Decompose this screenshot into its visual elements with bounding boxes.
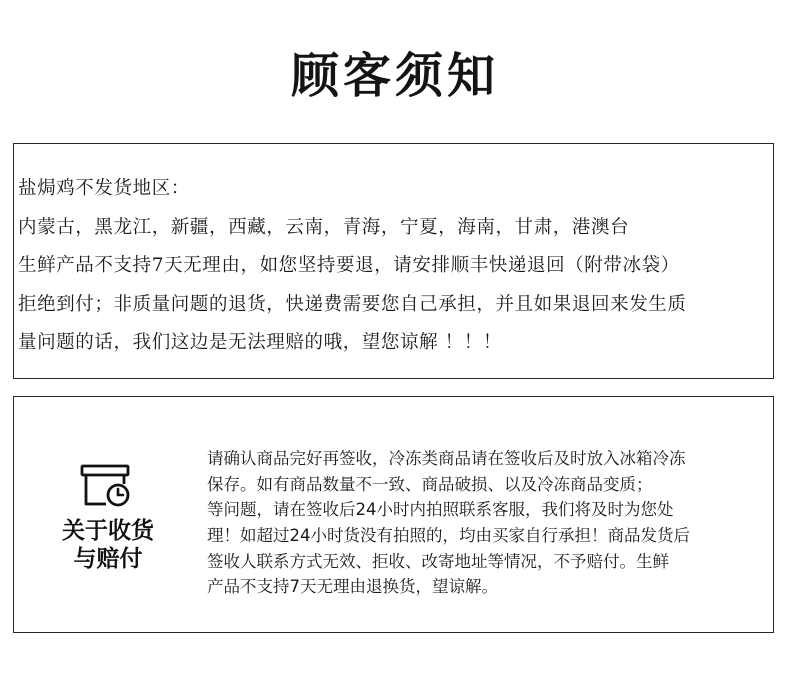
notice-line: 盐焗鸡不发货地区： [18,178,190,199]
claims-line: 保存。如有商品数量不一致、商品破损、以及冷冻商品变质； [207,474,653,494]
page-title: 顾客须知 [290,48,499,104]
notice-line: 内蒙古，黑龙江，新疆，西藏，云南，青海，宁夏，海南，甘肃，港澳台 [18,216,630,238]
notice-line: 量问题的话，我们这边是无法理赔的哦，望您谅解 ！！！ [18,332,502,353]
claims-heading-line: 与赔付 [73,546,143,572]
box-clock-icon [77,462,137,512]
notice-line: 拒绝到付；非质量问题的退货，快递费需要您自己承担，并且如果退回来发生质 [18,293,687,315]
shipping-notice-panel [13,143,774,379]
claims-line: 请确认商品完好再签收，冷冻类商品请在签收后及时放入冰箱冷冻 [207,449,686,468]
claims-line: 签收人联系方式无效、拒收、改寄地址等情况，不予赔付。生鲜 [207,551,669,571]
claims-heading [48,517,168,573]
shipping-notice-text [18,170,773,363]
claims-heading-line: 关于收货 [62,518,154,544]
claims-line: 等问题，请在签收后24小时内拍照联系客服，我们将及时为您处 [207,500,674,520]
claims-line: 产品不支持7天无理由退换货，望谅解。 [207,577,498,597]
notice-line: 生鲜产品不支持7天无理由，如您坚持要退，请安排顺丰快递退回（附带冰袋） [18,255,680,276]
receipt-compensation-panel [13,396,774,633]
claims-text [207,446,767,600]
claims-line: 理！如超过24小时货没有拍照的，均由买家自行承担！商品发货后 [207,526,690,546]
